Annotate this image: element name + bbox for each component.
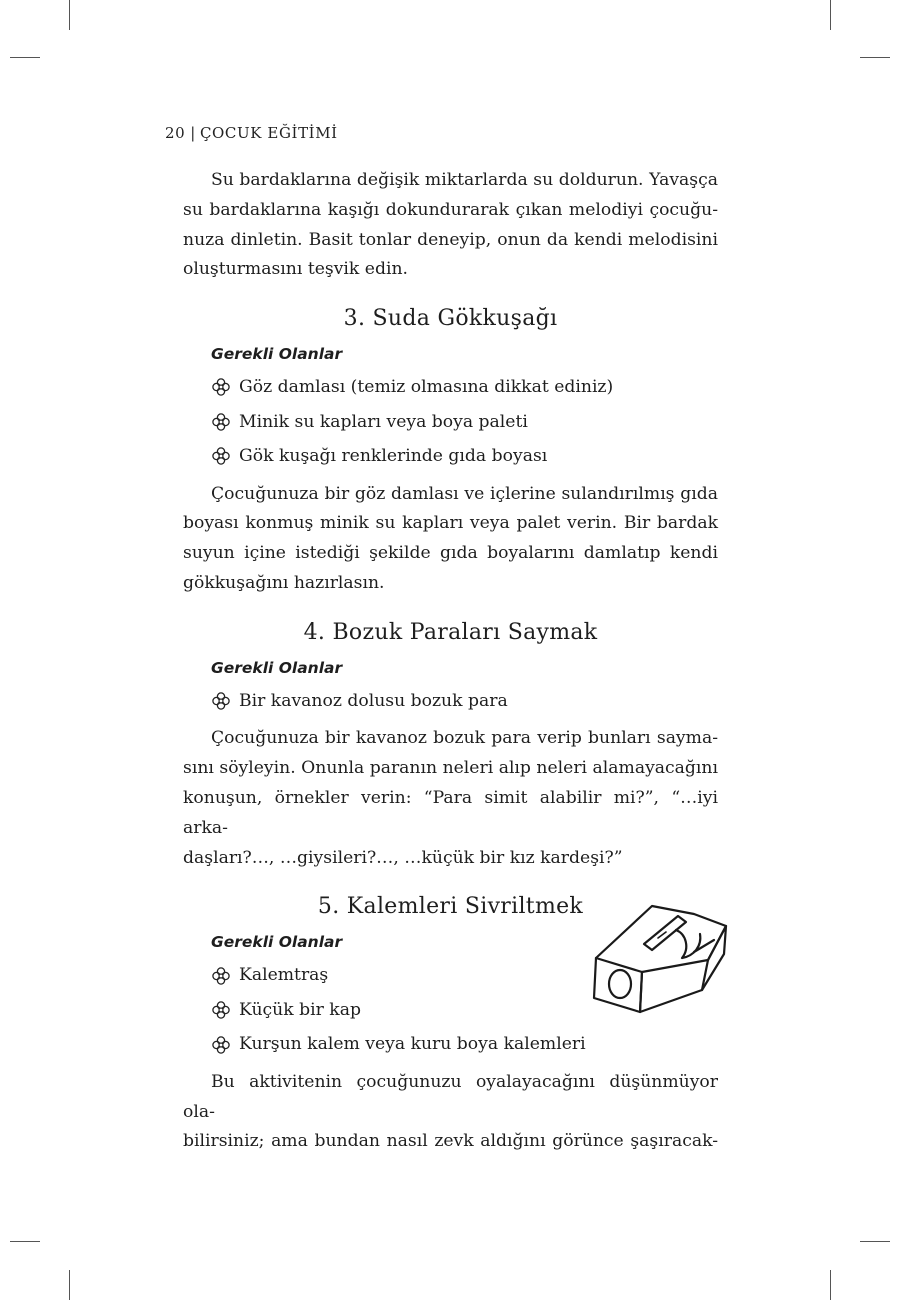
crop-mark	[860, 1241, 890, 1242]
crop-mark	[10, 1241, 40, 1242]
text-line: bilirsiniz; ama bundan nasıl zevk aldığını görünce şaşıracak-	[183, 1131, 718, 1152]
list-item-label: Minik su kapları veya boya paleti	[239, 411, 528, 432]
text-line: Çocuğunuza bir kavanoz bozuk para verip bunları sayma-	[211, 728, 718, 749]
list-item-label: Kurşun kalem veya kuru boya kalemleri	[239, 1034, 586, 1055]
flower-bullet-icon	[211, 412, 231, 432]
list-item	[211, 684, 718, 719]
section-paragraph	[183, 480, 718, 599]
text-line: Bu aktivitenin çocuğunuzu oyalayacağını düşünmüyor ola-	[183, 1071, 718, 1122]
text-line: boyası konmuş minik su kapları veya palet verin. Bir bardak	[183, 513, 718, 534]
requirements-title: Gerekli Olanlar	[211, 658, 343, 677]
list-item	[211, 439, 718, 474]
crop-mark	[69, 0, 70, 30]
flower-bullet-icon	[211, 691, 231, 711]
book-title: ÇOCUK EĞİTİMİ	[199, 124, 338, 142]
list-item-label: Küçük bir kap	[239, 999, 361, 1020]
section-title: 3. Suda Gökkuşağı	[343, 306, 558, 332]
text-line: Çocuğunuza bir göz damlası ve içlerine sulandırılmış gıda	[211, 483, 718, 504]
text-line: nuza dinletin. Basit tonlar deneyip, onun da kendi melodisini	[183, 229, 718, 250]
pencil-sharpener-icon	[590, 900, 730, 1020]
list-item-label: Kalemtraş	[239, 965, 329, 986]
requirements-title: Gerekli Olanlar	[211, 933, 343, 952]
flower-bullet-icon	[211, 377, 231, 397]
requirements-list	[211, 684, 718, 719]
list-item	[211, 370, 718, 405]
requirements-list	[211, 370, 718, 474]
text-line: gökkuşağını hazırlasın.	[183, 573, 385, 594]
intro-paragraph	[183, 166, 718, 285]
section-paragraph	[183, 1068, 718, 1157]
text-line: daşları?…, …giysileri?…, …küçük bir kız kardeşi?”	[183, 847, 623, 868]
text-line: suyun içine istediği şekilde gıda boyalarını damlatıp kendi	[183, 543, 718, 564]
text-line: su bardaklarına kaşığı dokundurarak çıkan melodiyi çocuğu-	[183, 199, 718, 220]
flower-bullet-icon	[211, 966, 231, 986]
running-header	[165, 124, 338, 142]
header-separator: |	[190, 124, 196, 142]
text-line: konuşun, örnekler verin: “Para simit alabilir mi?”, “…iyi arka-	[183, 787, 718, 838]
flower-bullet-icon	[211, 1000, 231, 1020]
text-line: sını söyleyin. Onunla paranın neleri alıp neleri alamayacağını	[183, 758, 718, 779]
requirements-title: Gerekli Olanlar	[211, 345, 343, 364]
text-line: oluşturmasını teşvik edin.	[183, 259, 409, 280]
list-item	[211, 1027, 718, 1062]
crop-mark	[860, 57, 890, 58]
page-number: 20	[165, 124, 186, 142]
list-item	[211, 405, 718, 440]
flower-bullet-icon	[211, 1035, 231, 1055]
flower-bullet-icon	[211, 446, 231, 466]
crop-mark	[830, 0, 831, 30]
list-item-label: Gök kuşağı renklerinde gıda boyası	[239, 446, 548, 467]
crop-mark	[69, 1270, 70, 1300]
section-title: 4. Bozuk Paraları Saymak	[303, 619, 598, 645]
section-title: 5. Kalemleri Sivriltmek	[317, 894, 584, 920]
text-line: Su bardaklarına değişik miktarlarda su doldurun. Yavaşça	[211, 170, 718, 190]
crop-mark	[10, 57, 40, 58]
list-item-label: Bir kavanoz dolusu bozuk para	[239, 690, 508, 711]
crop-mark	[830, 1270, 831, 1300]
list-item-label: Göz damlası (temiz olmasına dikkat ediniz)	[239, 377, 614, 398]
section-paragraph	[183, 724, 718, 873]
